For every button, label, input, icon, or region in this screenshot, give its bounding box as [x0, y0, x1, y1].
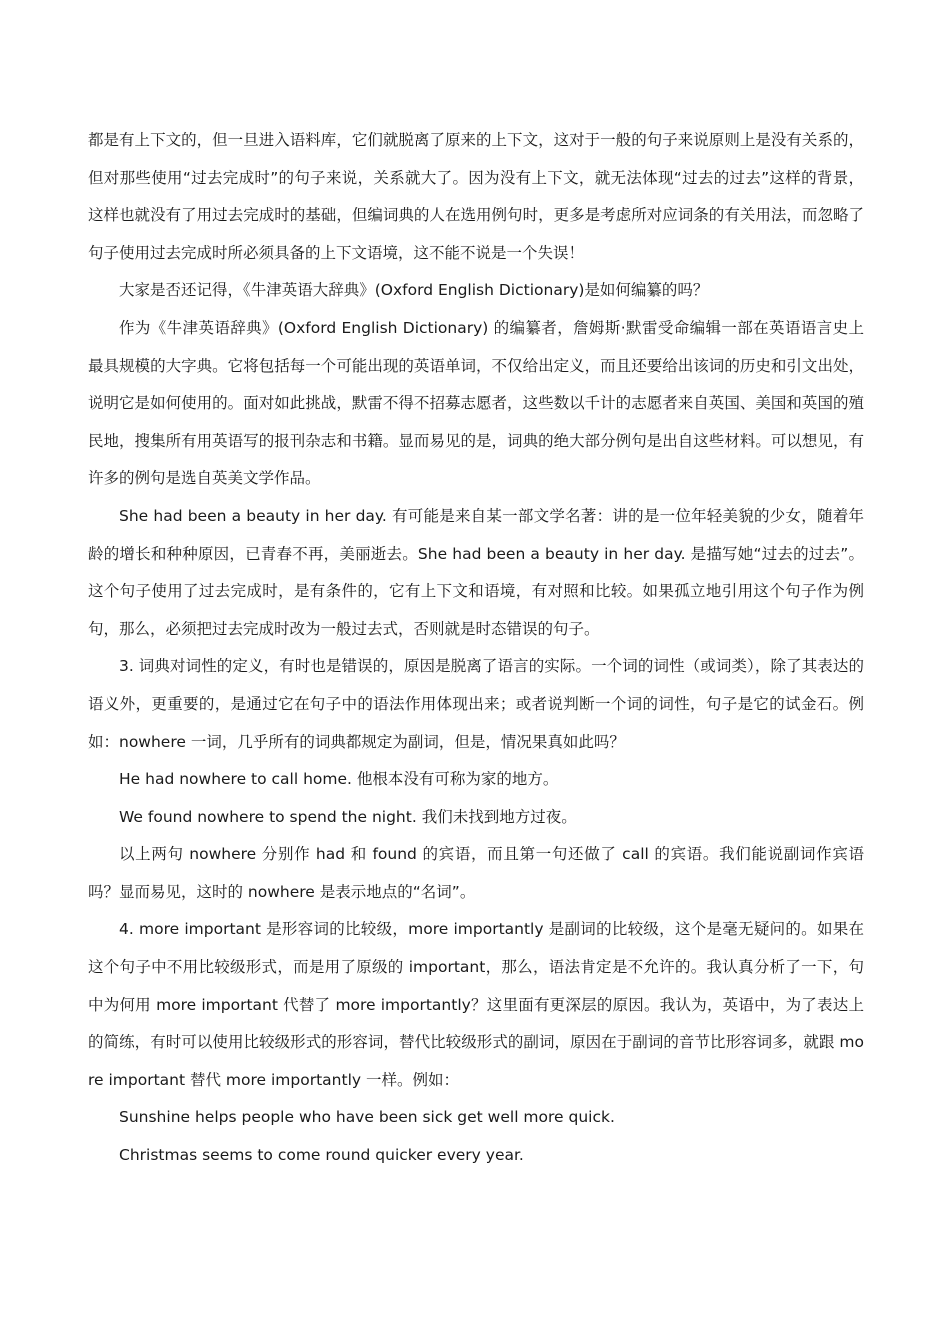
example-sentence-christmas: Christmas seems to come round quicker every year. — [119, 1146, 524, 1165]
paragraph-context-loss: 都是有上下文的，但一旦进入语料库，它们就脱离了原来的上下文，这对于一般的句子来说原则上是没有关系的，但对那些使用“过去完成时”的句子来说，关系就大了。因为没有上下文，就无法体现“过去的过去”这样的背景，这样也就没有了用过去完成时的基础，但编词典的人在选用例句时，更多是考虑所对应词条的有关用法，而忽略了句子使用过去完成时所必须具备的上下文语境，这不能不说是一个失误！ — [88, 131, 864, 262]
paragraph-nowhere-noun: 以上两句 nowhere 分别作 had 和 found 的宾语，而且第一句还做了 call 的宾语。我们能说副词作宾语吗？显而易见，这时的 nowhere 是表示地点的“名词”。 — [88, 845, 864, 901]
document-body — [88, 122, 864, 1175]
example-sentence-night: We found nowhere to spend the night. 我们未找到地方过夜。 — [119, 807, 577, 826]
paragraph-oed-history: 作为《牛津英语辞典》(Oxford English Dictionary) 的编纂者，詹姆斯·默雷受命编辑一部在英语语言史上最具规模的大字典。它将包括每一个可能出现的英语单词，不仅给出定义，而且还要给出该词的历史和引文出处，说明它是如何使用的。面对如此挑战，默雷不得不招募志愿者，这些数以千计的志愿者来自英国、美国和英国的殖民地，搜集所有用英语写的报刊杂志和书籍。显而易见的是，词典的绝大部分例句是出自这些材料。可以想见，有许多的例句是选自英美文学作品。 — [88, 318, 864, 488]
example-sentence-sunshine: Sunshine helps people who have been sick get well more quick. — [119, 1108, 615, 1127]
paragraph-more-important: 4. more important 是形容词的比较级，more importantly 是副词的比较级，这个是毫无疑问的。如果在这个句子中不用比较级形式，而是用了原级的 important，那么，语法肯定是不允许的。我认真分析了一下，句中为何用 more important 代替了 more importantly？这里面有更深层的原因。我认为，英语中，为了表达上的简练，有时可以使用比较级形式的形容词，替代比较级形式的副词，原因在于副词的音节比形容词多，就跟 more important 替代 more importantly 一样。例如： — [88, 920, 864, 1089]
example-sentence-home: He had nowhere to call home. 他根本没有可称为家的地方。 — [119, 770, 559, 789]
paragraph-part-of-speech: 3. 词典对词性的定义，有时也是错误的，原因是脱离了语言的实际。一个词的词性（或词类），除了其表达的语义外，更重要的，是通过它在句子中的语法作用体现出来；或者说判断一个词的词性，句子是它的试金石。例如：nowhere 一词，几乎所有的词典都规定为副词，但是，情况果真如此吗？ — [88, 657, 864, 751]
paragraph-oed-question: 大家是否还记得，《牛津英语大辞典》(Oxford English Dictionary)是如何编纂的吗？ — [119, 281, 709, 300]
paragraph-beauty-example: She had been a beauty in her day. 有可能是来自某一部文学名著：讲的是一位年轻美貌的少女，随着年龄的增长和种种原因，已青春不再，美丽逝去。She had been a beauty in her day. 是描写她“过去的过去”。这个句子使用了过去完成时，是有条件的，它有上下文和语境，有对照和比较。如果孤立地引用这个句子作为例句，那么，必须把过去完成时改为一般过去式，否则就是时态错误的句子。 — [88, 506, 864, 638]
